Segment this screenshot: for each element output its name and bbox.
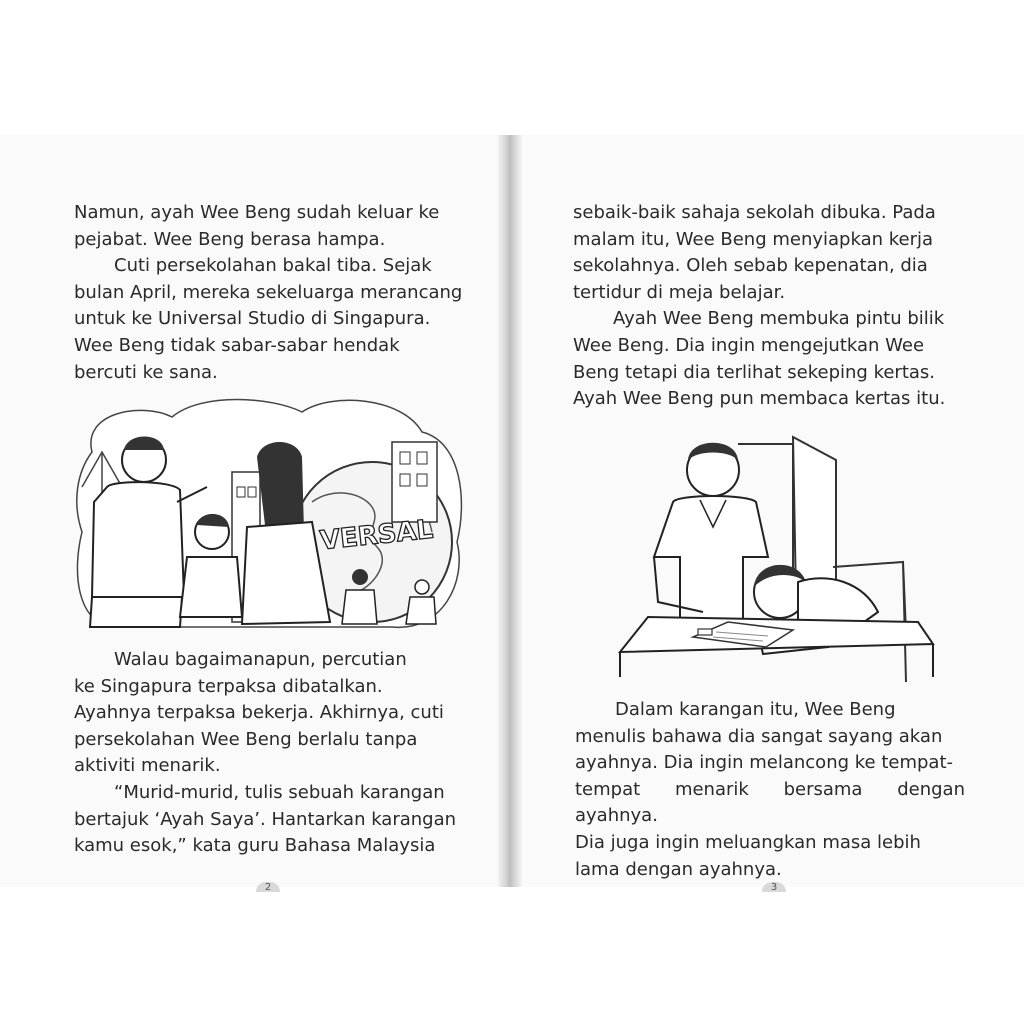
universal-sign: VERSAL <box>318 514 435 557</box>
text-line: pejabat. Wee Beng berasa hampa. <box>74 228 386 250</box>
text-line: Ayah Wee Beng membuka pintu bilik <box>613 308 945 330</box>
page-number-right: 3 <box>762 882 786 892</box>
right-text-block-1 <box>573 200 949 413</box>
page-number-left: 2 <box>256 882 280 892</box>
text-line: Beng tetapi dia terlihat sekeping kertas. <box>573 361 936 383</box>
text-line: sekolahnya. Oleh sebab kepenatan, dia <box>573 255 928 277</box>
text-line: aktiviti menarik. <box>74 755 221 777</box>
text-line: “Murid-murid, tulis sebuah karangan <box>114 781 445 803</box>
text-line: malam itu, Wee Beng menyiapkan kerja <box>573 228 934 250</box>
text-line: Wee Beng. Dia ingin mengejutkan Wee <box>573 334 925 356</box>
text-line: Wee Beng tidak sabar-sabar hendak <box>74 334 400 356</box>
text-line: menulis bahawa dia sangat sayang akan <box>575 725 943 747</box>
text-line: bertajuk ‘Ayah Saya’. Hantarkan karangan <box>74 808 457 830</box>
text-line: tertidur di meja belajar. <box>573 281 786 303</box>
text-line: ayahnya. Dia ingin melancong ke tempat- <box>575 752 953 774</box>
text-line: lama dengan ayahnya. <box>575 858 782 880</box>
text-line: Ayah Wee Beng pun membaca kertas itu. <box>573 388 946 410</box>
text-line: tempat menarik bersama dengan ayahnya. <box>575 778 965 827</box>
text-line: bulan April, mereka sekeluarga merancang <box>74 281 463 303</box>
text-line: Cuti persekolahan bakal tiba. Sejak <box>114 255 432 277</box>
text-line: untuk ke Universal Studio di Singapura. <box>74 308 431 330</box>
text-line: persekolahan Wee Beng berlalu tanpa <box>74 728 418 750</box>
book-gutter <box>498 135 522 887</box>
text-line: kamu esok,” kata guru Bahasa Malaysia <box>74 835 436 857</box>
text-line: ke Singapura terpaksa dibatalkan. <box>74 675 383 697</box>
text-line: Dalam karangan itu, Wee Beng <box>615 699 896 720</box>
text-line: sebaik-baik sahaja sekolah dibuka. Pada <box>573 202 936 223</box>
family-universal-studio-illustration <box>72 392 467 637</box>
text-line: bercuti ke sana. <box>74 361 218 383</box>
left-text-block-2 <box>74 647 464 860</box>
father-reading-boy-asleep-illustration <box>618 432 938 682</box>
left-text-block-1 <box>74 200 464 386</box>
text-line: Dia juga ingin meluangkan masa lebih <box>575 831 921 853</box>
text-line: Namun, ayah Wee Beng sudah keluar ke <box>74 202 440 223</box>
right-text-block-2 <box>575 697 965 883</box>
text-line: Walau bagaimanapun, percutian <box>114 649 407 670</box>
text-line: Ayahnya terpaksa bekerja. Akhirnya, cuti <box>74 702 444 724</box>
